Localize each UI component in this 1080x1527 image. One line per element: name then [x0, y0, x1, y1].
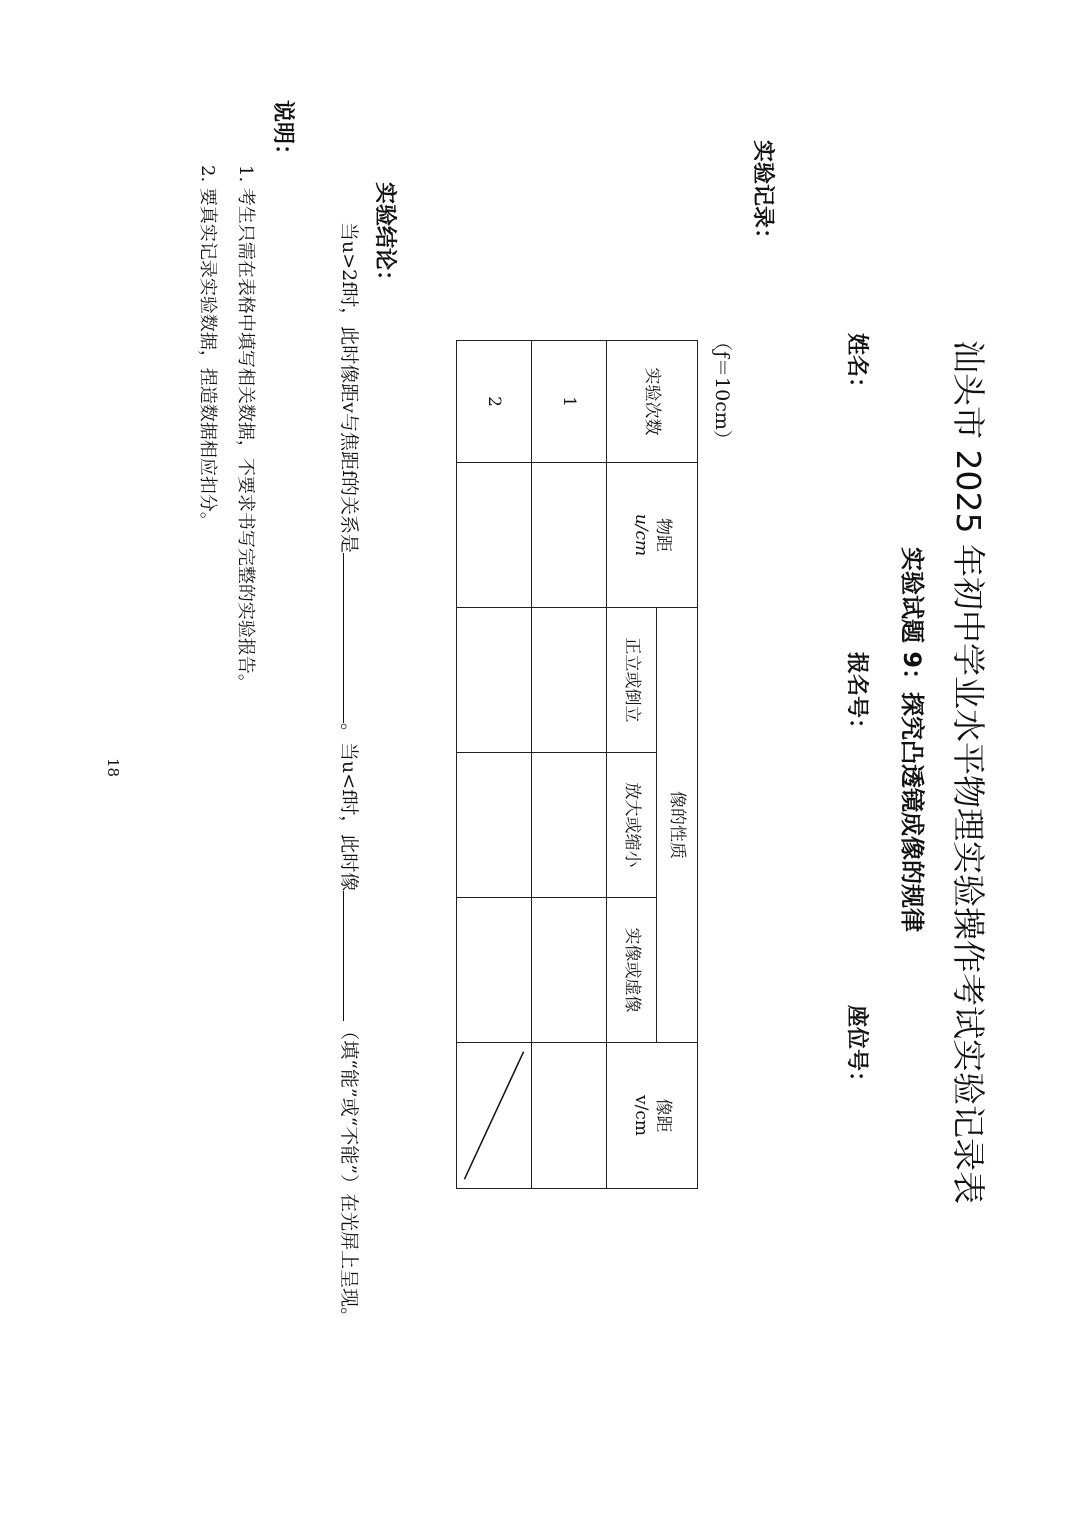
header-image-distance-label: 像距 [653, 1098, 674, 1133]
trial-number: 1 [532, 341, 607, 463]
magnified-reduced-cell[interactable] [532, 753, 607, 898]
registration-field-label: 报名号： [844, 652, 869, 741]
trial-number: 2 [457, 341, 532, 463]
header-upright-inverted: 正立或倒立 [607, 608, 657, 753]
header-image-property: 像的性质 [657, 608, 698, 1043]
table-row [532, 341, 607, 1189]
record-table [456, 340, 698, 1189]
name-field-label: 姓名： [844, 333, 869, 400]
diagonal-strike [457, 1043, 531, 1188]
conclusion-heading: 实验结论： [372, 182, 397, 293]
object-distance-cell[interactable] [532, 463, 607, 608]
real-virtual-cell[interactable] [532, 898, 607, 1043]
header-real-virtual: 实像或虚像 [607, 898, 657, 1043]
conclusion-part-3: （填“能”或“不能”）在光屏上呈现。 [338, 1021, 360, 1327]
conclusion-sentence [337, 222, 364, 1326]
table-header-row [657, 341, 698, 1189]
upright-inverted-cell[interactable] [457, 608, 532, 753]
header-object-distance-unit: u/cm [631, 513, 651, 557]
header-image-distance [607, 1043, 698, 1189]
answer-blank-2[interactable] [343, 891, 362, 1021]
conclusion-part-1: 当u>2f时，此时像距v与焦距f的关系是 [338, 222, 360, 554]
image-distance-cell[interactable] [532, 1043, 607, 1189]
experiment-subtitle: 实验试题 9：探究凸透镜成像的规律 [898, 547, 926, 933]
note-item-1: 1. 考生只需在表格中填写相关数据，不要求书写完整的实验报告。 [235, 165, 256, 692]
image-distance-crossed-out-cell [457, 1043, 532, 1189]
upright-inverted-cell[interactable] [532, 608, 607, 753]
seat-field-label: 座位号： [844, 1005, 869, 1094]
answer-blank-1[interactable] [343, 553, 362, 723]
conclusion-part-2: 。当u<f时，此时像 [338, 723, 360, 892]
focal-length-note: （ƒ＝10cm） [711, 332, 733, 449]
record-heading: 实验记录： [750, 140, 775, 251]
magnified-reduced-cell[interactable] [457, 753, 532, 898]
table-row [457, 341, 532, 1189]
notes-heading: 说明： [270, 100, 295, 167]
object-distance-cell[interactable] [457, 463, 532, 608]
header-object-distance-label: 物距 [653, 518, 674, 552]
header-trial: 实验次数 [607, 341, 698, 463]
page-number: 18 [104, 758, 122, 778]
header-magnified-reduced: 放大或缩小 [607, 753, 657, 898]
real-virtual-cell[interactable] [457, 898, 532, 1043]
page-title: 汕头市 2025 年初中学业水平物理实验操作考试实验记录表 [949, 340, 988, 1204]
note-item-2: 2. 要真实记录实验数据，捏造数据相应扣分。 [197, 165, 218, 530]
header-image-distance-unit: v/cm [631, 1095, 651, 1136]
header-object-distance [607, 463, 698, 608]
